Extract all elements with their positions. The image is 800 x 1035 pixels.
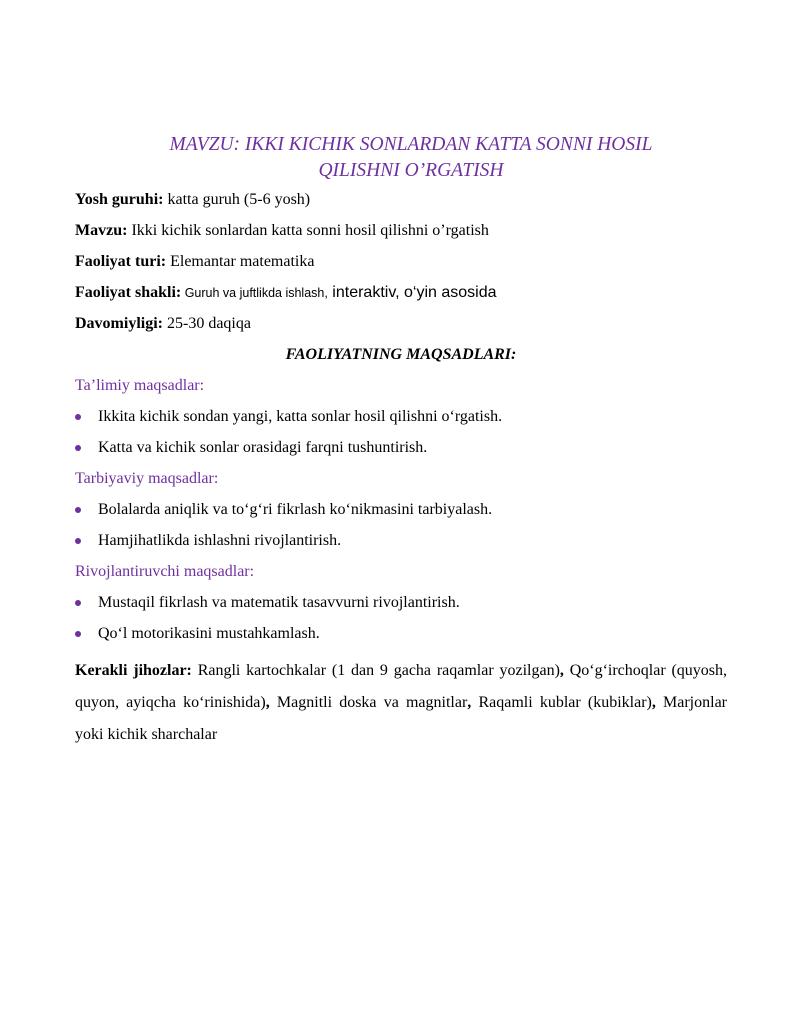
age-group-line [75, 190, 727, 210]
bullet-icon [75, 414, 81, 420]
bullet-icon [75, 538, 81, 544]
activity-type-label: Faoliyat turi: [75, 253, 167, 270]
goal-text: Bolalarda aniqlik va to‘g‘ri fikrlash ko‘nikmasini tarbiyalash. [98, 501, 493, 518]
developmental-goals-list [75, 593, 727, 644]
activity-type-line [75, 252, 727, 272]
activity-form-value: interaktiv, o‘yin asosida [327, 284, 497, 301]
title-line-2: QILISHNI O’RGATISH [318, 160, 504, 181]
equipment-item: Magnitli doska va magnitlar [269, 694, 468, 711]
topic-label: Mavzu: [75, 222, 128, 239]
bullet-icon [75, 445, 81, 451]
activity-type-value: Elemantar matematika [166, 253, 315, 270]
list-item [75, 438, 727, 458]
list-item [75, 531, 727, 551]
upbringing-goals-list [75, 500, 727, 551]
list-item [75, 500, 727, 520]
activity-form-small: Guruh va juftlikda ishlash, [181, 286, 328, 300]
section-title-developmental: Rivojlantiruvchi maqsadlar: [75, 563, 255, 580]
goal-text: Qo‘l motorikasini mustahkamlash. [98, 625, 320, 642]
equipment-separator: , [651, 694, 656, 711]
topic-value: Ikki kichik sonlardan katta sonni hosil qilishni o’rgatish [127, 222, 489, 239]
goal-text: Hamjihatlikda ishlashni rivojlantirish. [98, 532, 342, 549]
educational-goals-list [75, 407, 727, 458]
duration-value: 25-30 daqiqa [163, 315, 251, 332]
activity-form-line [75, 283, 727, 303]
equipment-label: Kerakli jihozlar: [75, 662, 192, 679]
goal-text: Mustaqil fikrlash va matematik tasavvurni rivojlantirish. [98, 594, 460, 611]
bullet-icon [75, 600, 81, 606]
title-line-1: MAVZU: IKKI KICHIK SONLARDAN KATTA SONNI HOSIL [169, 134, 653, 155]
list-item [75, 593, 727, 613]
list-item [75, 407, 727, 427]
equipment-item: Marjonlar yoki kichik sharchalar [75, 694, 728, 743]
goal-text: Ikkita kichik sondan yangi, katta sonlar hosil qilishni o‘rgatish. [98, 408, 503, 425]
equipment-separator: , [265, 694, 270, 711]
activity-form-label: Faoliyat shakli: [75, 284, 182, 301]
age-group-value: katta guruh (5-6 yosh) [163, 191, 311, 208]
age-group-label: Yosh guruhi: [75, 191, 164, 208]
bullet-icon [75, 507, 81, 513]
equipment-item: Qo‘g‘irchoqlar (quyosh, quyon, ayiqcha ko‘rinishida) [75, 662, 727, 711]
equipment-separator: , [467, 694, 472, 711]
bullet-icon [75, 631, 81, 637]
goal-text: Katta va kichik sonlar orasidagi farqni tushuntirish. [98, 439, 428, 456]
equipment-item: Rangli kartochkalar (1 dan 9 gacha raqamlar yozilgan) [191, 662, 560, 679]
list-item [75, 624, 727, 644]
equipment-separator: , [559, 662, 564, 679]
document-title [75, 132, 727, 184]
duration-line [75, 314, 727, 334]
equipment-paragraph [75, 655, 727, 751]
topic-line [75, 221, 727, 241]
section-title-educational: Ta’limiy maqsadlar: [75, 377, 205, 394]
duration-label: Davomiyligi: [75, 315, 163, 332]
section-title-upbringing: Tarbiyaviy maqsadlar: [75, 470, 219, 487]
equipment-item: Raqamli kublar (kubiklar) [471, 694, 652, 711]
goals-heading: FAOLIYATNING MAQSADLARI: [285, 346, 517, 363]
